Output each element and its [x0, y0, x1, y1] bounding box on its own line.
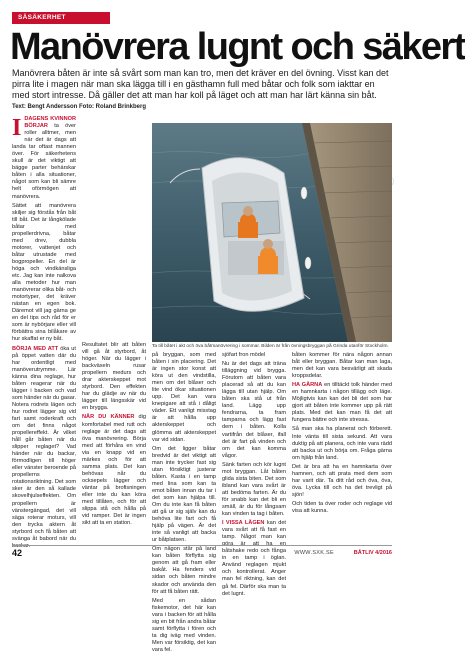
paragraph: Nu är det dags att träna tilläggning vid brygga. Förutom att båten vara placerad så att du kan lägga till utan hjälp. Om båten ska stå ut från land. Lägg upp fendrarna, ta fram tamparna och lägg fast dem i båten. Kolla vartifrån det blåser, ifall det är fart på vinden och om det kan komma vågor. [222, 361, 286, 459]
paragraph: Sänk farten och kör lugnt mot bryggan. Låt båten glida sista biten. Det som ibland kan vara svårt är att bedöma farten. Är du för snabb kan det bli en smäll, är du för långsam kan vinden ta tag i båten. [222, 461, 286, 518]
boat-photo-illustration [152, 123, 392, 342]
paragraph: Resultatet blir att båten vill gå åt styrbord, åt höger. När du lägger i backväxeln rusar propellern medurs och drar akterskeppet mot styrbord. Den effekten har du glädje av när du lägger till längsskär vid en brygga. [82, 342, 146, 412]
lead-in: I VISSA LÄGEN [222, 520, 265, 527]
paragraph: en tilltäckt tolk händer med en hamnkarta i någon tillägg och läge. Möjligtvis kan kan det bli det som har gjort att båten inte kommer upp på rätt plats. Med det kan man få det att fungera bättre och inte stressa. [292, 382, 392, 424]
boat-photo [152, 123, 392, 342]
headline: Manövrera lugnt och säkert [10, 26, 465, 68]
body-column-5 [292, 352, 392, 540]
paragraph: Om någon står på land kan båten förflytta sig genom att gå fram eller bakåt. Ha fenders vid sidan och båten mindre skador och använda den för att få båten rätt. [152, 546, 216, 595]
section-tag: SÄSÄKERHET [12, 12, 110, 24]
page-footer [12, 545, 392, 558]
paragraph: Det är bra att ha en hamnkarta över hamnen, och att prata med dem som har varit där. Ta ditt råd och öva, öva, öva. Lycka till och ha det trevligt på sjön! [292, 463, 392, 498]
drop-cap: I [12, 115, 22, 141]
paragraph: dig komfortabel med rutt och reglage är det dags att öva manövrering. Börja med att förhåra en vind via en knapp vid en märkes och för att samma plats. Det kan behövas når du ocksepels lägger och väntar på brofisningen eller inte du kan köra med tillåten, och för att slippa stå och hålla på vid ramper. Det är ingen sikt att ta en station. [82, 414, 146, 527]
paragraph: Med en sådan fiskemotor, det här kan vara i backen för att hålla sig en bit från andra båtar samt förflytta i fören och ta dig iväg med vinden. Men var försiktig, det kan vara fel. [152, 597, 216, 653]
paragraph: sjöfart fron mödel [222, 352, 266, 358]
paragraph: Och tiden ta över roder och reglage vid visa att kunna. [292, 500, 392, 514]
lead-in: DAGENS KVINNOR BÖRJAR [24, 116, 76, 130]
issue-label: BÅTLIV 4/2016 [353, 550, 392, 556]
paragraph: ta över roller alltmer, men när det är dags att landa tar oftast mannen över. För säkerhetens skull är det viktigt att bägge parter behärskar båten i alla situationer, något som kan bli sämre helt oförmögen att manövrera. [12, 123, 76, 200]
body-column-4 [222, 352, 286, 597]
footer-url[interactable]: WWW.SXK.SE [294, 550, 334, 556]
body-column-2 [82, 116, 146, 540]
paragraph: på bryggan, som med båten i sin placering. Det är ingen stor konst att köra ut den vindstilla, men om det blåser och lite vind ökar situationen upp. Det kan vara knepigare att stå i dåligt väder. Ett vanligt misstag är att hålla upp akterskeppet och glömma att akterskeppet var vid sidan. [152, 352, 216, 443]
page-number: 42 [12, 548, 23, 558]
paragraph: Om det ligger båtar bredvid är det viktigt att man inte trycker fast sig utan försiktigt justerar båten. Kasta i en tamp med lina som kan ta emot båten innan du tar i det som kan hjälpa till. Om du inte kan få båten att gå ur sig själv kan du behöva lite fart och få hjälp på vägen. Är det inte så vanligt att backa ur båtplatsen. [152, 445, 216, 544]
lead-in: BÖRJA MED ATT [12, 345, 59, 352]
paragraph: kan det vara svårt att få fast en tamp. Något man kan göra är att ha en båtshake redo och fånga in en tamp i öglan. Använd reglagen mjukt och kontrollerat. Anger man fel riktning, kan det gå fel. Därför ska man ta det lugnt. [222, 520, 286, 597]
byline: Text: Bengt Andersson Foto: Roland Brinkberg [12, 104, 147, 110]
paragraph: båten kommer för nära någon annan båt eller bryggan. Båtar kan man laga, men det kan vara besvärligt att skada kroppsdelar. [292, 352, 392, 380]
lead-in: HA GÄRNA [292, 382, 323, 389]
body-column-1 [12, 115, 76, 549]
paragraph: Sättet att manövrera skiljer sig förstås från båt till båt. Det är långkölade båtar med propellerdrivna, båtar med drev, dubbla motorer, vattenjet och båtar utrustade med bogpropeller. En del är höga och vindkänsliga etc. Jag kan inte nalkova alla metoder hur man manövrerar olika båt- och motortyper, det kräver nästan en egen bok. Däremot vill jag gärna ge en del tips och råd för er som är nybörjare eller vill förbättra sina bilåkare av hur skaffat er ny båt. [12, 202, 76, 343]
body-column-3 [152, 352, 216, 653]
ingress: Manövrera båten är inte så svårt som man kan tro, men det kräver en del övning. Visst kan det pirra lite i magen när man ska lägga till i en gästhamn full med båtar och folk som iakttar en med stort intresse. Då gäller det att man har koll på läget och att man har lärt känna sin båt. [12, 68, 389, 101]
paragraph: Så man ska ha planerat och förberett. Inte vänta till sista sekund. Att vara duktig på att planera, och inte vara rädd att backa ut och börja om. Fråga gärna om hjälp från land. [292, 426, 392, 461]
lead-in: NÄR DU KÄNNER [82, 414, 135, 421]
photo-caption: Ta till båtet i akt och öva båtmanövrering i sommar. Bilden är från övningsbryggan på Grinda utanför Stockholm. [152, 344, 389, 349]
paragraph: öka ut på öppet vatten där du har ordentligt med manöverutrymme. Lär känna dina reglage, hur båten reagerar när du lägger i backen och vad som händer när du gasar. Notera rodrets lägen och hur rodret lägger sig vid fart samt roderkraft och om det finns något propellereffekt. Är vilket håll går båten när du slipper reglaget? Vad händer när du backar, förmodligen till höger eller vänster beroende på propellerns rotationsriktning. Det som sker är den så kallade skovelhjulseffekten. Om propellern är vänstergängad, det vill säga roterar moturs, vill den trycka aktern åt styrbord och få båten att svänga åt babord när du backar. [12, 345, 76, 549]
